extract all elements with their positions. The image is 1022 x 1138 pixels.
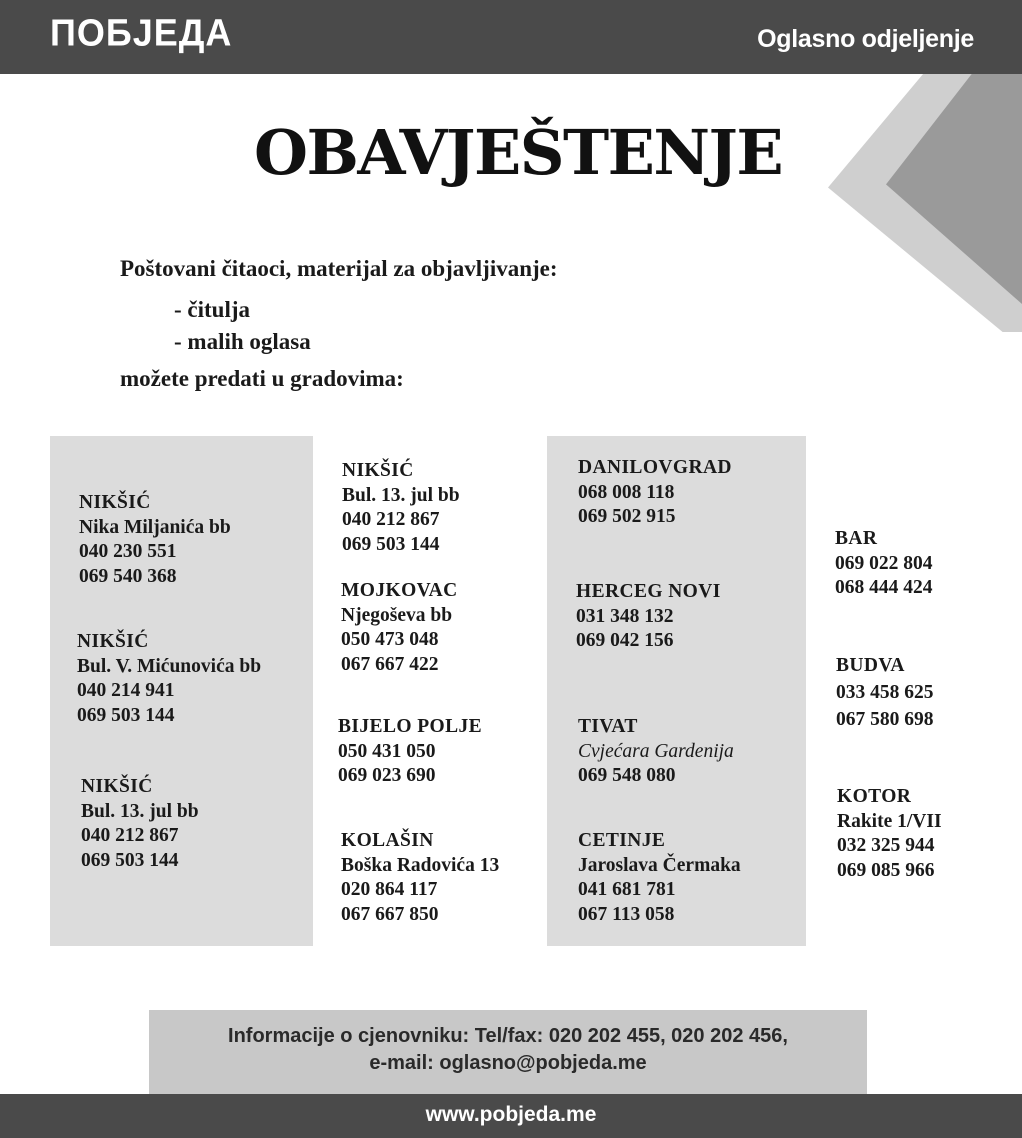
location-bar [835,527,933,601]
location-phone: 040 230 551 [79,541,177,562]
location-city: TIVAT [578,716,638,737]
location-city: NIKŠIĆ [342,460,414,481]
location-phone: 069 042 156 [576,630,674,651]
intro-greeting: Poštovani čitaoci, materijal za objavljivanje: [120,256,558,281]
pobjeda-logo: ПОБЈЕДА [50,10,233,54]
header-bar [0,0,1022,74]
location-phone: 069 503 144 [77,704,175,726]
location-mojkovac [341,579,458,677]
location-phone: 040 212 867 [342,509,440,530]
website-url: www.pobjeda.me [425,1103,597,1126]
location-city: NIKŠIĆ [77,631,149,652]
location-phone: 040 212 867 [81,825,179,846]
location-address: Njegoševa bb [341,604,453,626]
location-city: NIKŠIĆ [81,776,153,797]
intro-item-small-ads: - malih oglasa [174,329,311,354]
location-niksic-miljanica [79,491,231,589]
location-city: HERCEG NOVI [576,581,721,602]
location-niksic-13-jul-1 [81,775,199,873]
location-phone: 033 458 625 [836,682,934,703]
location-phone: 068 444 424 [835,577,933,598]
location-danilovgrad [578,456,732,530]
location-address: Bul. V. Mićunovića bb [77,655,262,677]
location-phone: 050 473 048 [341,629,439,650]
location-address: Cvjećara Gardenija [578,740,734,762]
department-title: Oglasno odjeljenje [757,25,974,53]
location-phone: 069 548 080 [578,765,676,786]
location-phone: 069 023 690 [338,765,436,786]
location-city: KOLAŠIN [341,830,434,851]
location-tivat [578,715,734,789]
location-address: Boška Radovića 13 [341,854,500,876]
location-phone: 069 503 144 [81,849,179,871]
location-kotor [837,785,942,883]
location-address: Bul. 13. jul bb [342,484,460,506]
email-info-text: e-mail: oglasno@pobjeda.me [369,1052,647,1074]
location-phone: 067 580 698 [836,709,934,730]
location-phone: 067 667 850 [341,903,439,925]
pricing-info-box [149,1010,867,1094]
location-niksic-micunovica [77,630,261,728]
location-city: MOJKOVAC [341,580,458,601]
location-niksic-13-jul-2 [342,459,460,557]
intro-closing: možete predati u gradovima: [120,366,404,391]
location-address: Rakite 1/VII [837,810,942,832]
location-phone: 040 214 941 [77,680,175,701]
location-phone: 050 431 050 [338,740,436,762]
location-city: DANILOVGRAD [578,457,732,478]
location-phone: 069 540 368 [79,565,177,587]
location-phone: 069 503 144 [342,533,440,555]
location-city: BIJELO POLJE [338,716,483,737]
location-address: Jaroslava Čermaka [578,854,741,876]
page-title: OBAVJEŠTENJE [254,116,783,189]
footer-bar [0,1094,1022,1138]
intro-item-obituaries: - čitulja [174,297,251,322]
location-phone: 032 325 944 [837,835,935,856]
location-phone: 069 022 804 [835,552,933,574]
location-kolasin [341,829,499,927]
location-city: CETINJE [578,830,666,851]
location-address: Nika Miljanića bb [79,516,231,538]
location-phone: 031 348 132 [576,605,674,627]
location-phone: 067 113 058 [578,903,675,925]
location-phone: 068 008 118 [578,481,675,503]
location-city: BAR [835,528,878,549]
location-bijelo-polje [338,715,482,789]
location-budva [836,652,934,733]
location-phone: 069 085 966 [837,859,935,881]
location-phone: 041 681 781 [578,879,676,900]
location-herceg-novi [576,580,721,654]
location-phone: 067 667 422 [341,653,439,675]
pricing-info-text: Informacije o cjenovniku: Tel/fax: 020 202 455, 020 202 456, [228,1025,788,1047]
location-address: Bul. 13. jul bb [81,800,199,822]
location-phone: 069 502 915 [578,506,676,527]
location-cetinje [578,829,741,927]
location-city: BUDVA [836,655,905,676]
location-city: KOTOR [837,786,912,807]
location-city: NIKŠIĆ [79,492,151,513]
location-phone: 020 864 117 [341,879,438,900]
